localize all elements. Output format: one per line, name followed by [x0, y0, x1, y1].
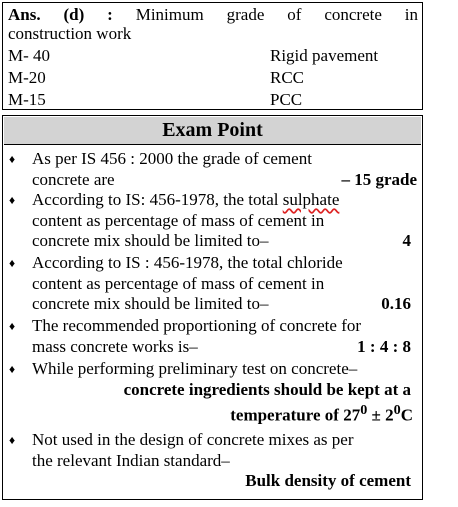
item-answer: Bulk density of cement: [245, 471, 411, 490]
exam-point-item: [7, 253, 417, 315]
exam-point-item: [7, 430, 417, 492]
item-answer: 0.16: [381, 294, 411, 313]
exam-point-item: [7, 359, 417, 426]
answer-box: [2, 2, 423, 110]
answer-word: of: [287, 5, 302, 24]
answer-part: ± 2: [367, 405, 394, 425]
item-text: concrete mix should be limited to–: [32, 231, 269, 250]
item-text: According to IS : 456-1978, the total chloride: [32, 253, 343, 272]
answer-heading-continued: construction work: [8, 24, 132, 43]
item-answer: [32, 400, 417, 426]
item-answer: 4: [402, 231, 411, 250]
answer-word: grade: [226, 5, 265, 24]
item-text: the relevant Indian standard–: [32, 450, 230, 470]
item-text: mass concrete works is–: [32, 336, 198, 356]
answer-word: Minimum: [135, 5, 204, 24]
use-label: RCC: [270, 68, 305, 87]
degree-sup: 0: [393, 402, 401, 418]
grade-label: M- 40: [8, 46, 51, 65]
grade-label: M-15: [8, 90, 46, 109]
answer-word: concrete: [324, 5, 382, 24]
exam-point-item: [7, 316, 417, 357]
grade-label: M-20: [8, 68, 46, 87]
diamond-bullet-icon: ♦: [9, 433, 16, 447]
item-answer: 1 : 4 : 8: [357, 336, 411, 356]
item-text: As per IS 456 : 2000 the grade of cement: [32, 149, 312, 168]
item-text: Not used in the design of concrete mixes as per: [32, 430, 354, 449]
use-label: Rigid pavement: [270, 46, 379, 65]
item-text: The recommended proportioning of concrete for: [32, 316, 362, 335]
answer-heading: [8, 5, 418, 24]
exam-point-item: [7, 149, 417, 190]
degree-sup: 0: [360, 402, 368, 418]
exam-point-box: [2, 115, 423, 500]
answer-prefix: Ans. (d) :: [8, 5, 113, 24]
diamond-bullet-icon: ♦: [9, 152, 16, 166]
exam-point-title: Exam Point: [4, 117, 421, 145]
item-text: content as percentage of mass of cement in: [32, 210, 325, 230]
diamond-bullet-icon: ♦: [9, 319, 16, 333]
item-text-spellcheck: sulphate: [282, 190, 340, 209]
item-answer: concrete ingredients should be kept at a: [123, 379, 411, 399]
diamond-bullet-icon: ♦: [9, 362, 16, 376]
item-answer: – 15 grade: [341, 169, 417, 189]
use-label: PCC: [270, 90, 303, 109]
item-text: concrete are: [32, 169, 115, 189]
item-text: content as percentage of mass of cement in: [32, 273, 325, 293]
answer-word: in: [404, 5, 419, 24]
grade-use-row: [8, 68, 420, 87]
answer-part: temperature of 27: [230, 405, 361, 425]
answer-part: C: [400, 405, 413, 425]
diamond-bullet-icon: ♦: [9, 256, 16, 270]
item-text: concrete mix should be limited to–: [32, 294, 269, 313]
grade-use-row: [8, 46, 420, 65]
diamond-bullet-icon: ♦: [9, 193, 16, 207]
item-text: According to IS: 456-1978, the total: [32, 190, 283, 209]
exam-point-item: [7, 190, 417, 252]
grade-use-row: [8, 90, 420, 109]
item-text: While performing preliminary test on concrete–: [32, 359, 358, 378]
